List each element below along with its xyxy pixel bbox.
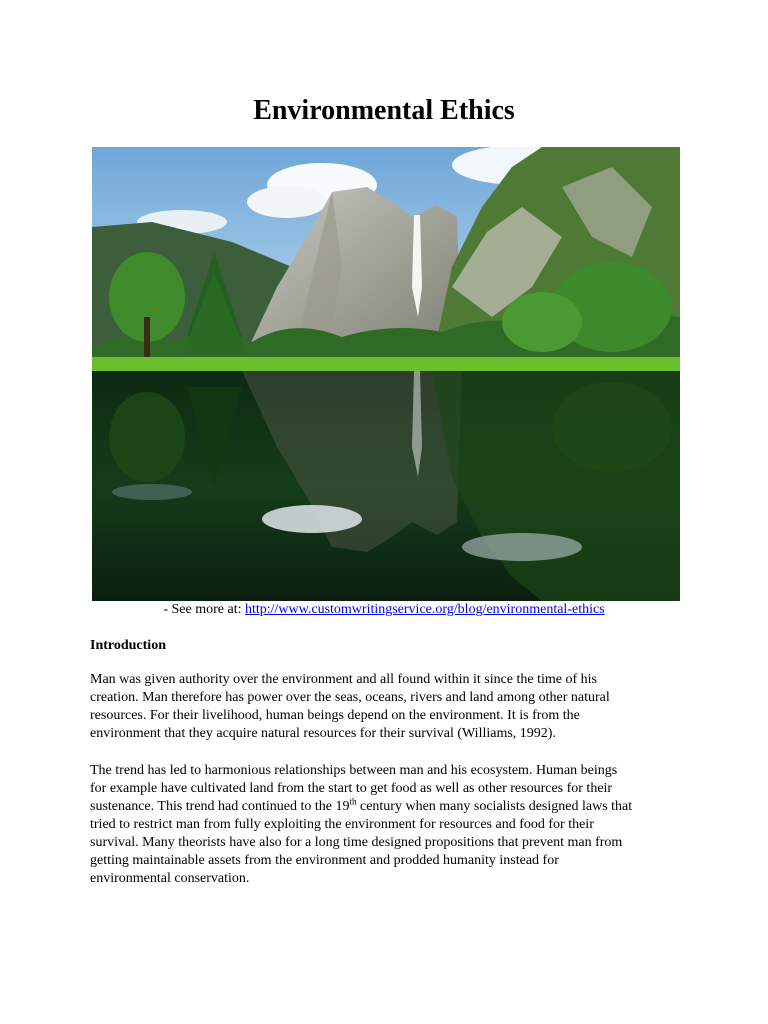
photo-caption: [0, 601, 768, 619]
line3-after: century when many socialists designed laws that: [356, 799, 633, 814]
landscape-photo: [92, 147, 680, 601]
paragraph-2-line: [90, 798, 690, 816]
caption-prefix: - See more at:: [163, 602, 245, 617]
paragraph-2-line: getting maintainable assets from the environment and prodded humanity instead for: [90, 853, 559, 868]
paragraph-2-line: tried to restrict man from fully exploiting the environment for resources and food for their: [90, 817, 594, 832]
landscape-illustration: [92, 147, 680, 601]
paragraph-1-line: Man was given authority over the environment and all found within it since the time of his: [90, 672, 598, 687]
paragraph-1-line: environment that they acquire natural resources for their survival (Williams, 1992).: [90, 726, 556, 741]
line3-before: sustenance. This trend had continued to the 19: [90, 799, 350, 814]
paragraph-2: [90, 762, 690, 888]
document-title: Environmental Ethics: [253, 95, 515, 126]
source-link[interactable]: http://www.customwritingservice.org/blog/environmental-ethics: [244, 602, 605, 617]
paragraph-1: [90, 671, 690, 743]
paragraph-2-line: for example have cultivated land from the start to get food as well as other resources for their: [90, 781, 613, 796]
paragraph-2-line: The trend has led to harmonious relationships between man and his ecosystem. Human beings: [90, 763, 618, 778]
superscript-th: th: [349, 796, 357, 807]
paragraph-2-line: survival. Many theorists have also for a long time designed propositions that prevent man from: [90, 835, 623, 850]
section-heading-introduction: Introduction: [90, 638, 166, 653]
paragraph-1-line: creation. Man therefore has power over the seas, oceans, rivers and land among other natural: [90, 690, 610, 705]
paragraph-1-line: resources. For their livelihood, human beings depend on the environment. It is from the: [90, 708, 580, 723]
paragraph-2-line: environmental conservation.: [90, 871, 250, 886]
